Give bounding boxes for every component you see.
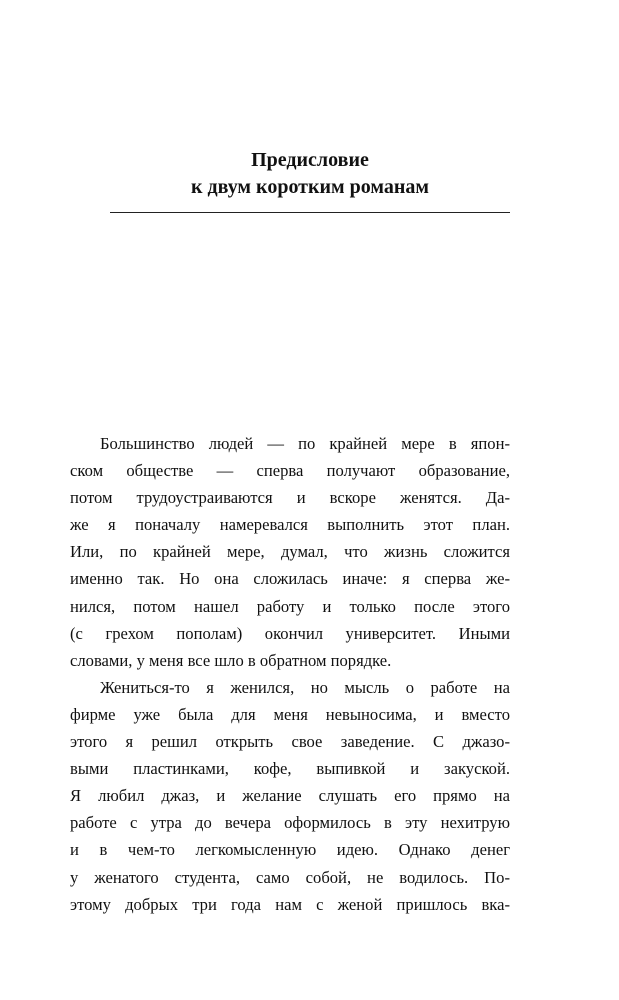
text-line: Я любил джаз, и желание слушать его прямо на	[70, 786, 510, 806]
text-line: Большинство людей — по крайней мере в япон-	[100, 434, 510, 453]
text-line: именно так. Но она сложилась иначе: я сперва же-	[70, 569, 510, 589]
text-line: потом трудоустраиваются и вскоре женятся. Да-	[70, 488, 510, 508]
text-line: словами, у меня все шло в обратном порядке.	[70, 650, 392, 670]
text-line: работе с утра до вечера оформилось в эту нехитрую	[70, 813, 510, 833]
chapter-title	[110, 147, 510, 201]
title-divider	[110, 212, 510, 213]
text-line: этого я решил открыть свое заведение. С джазо-	[70, 732, 510, 752]
text-line: Жениться-то я женился, но мысль о работе на	[100, 677, 510, 697]
text-line: (с грехом пополам) окончил университет. Иными	[70, 623, 510, 643]
paragraph-2	[70, 674, 510, 918]
text-line: фирме уже была для меня невыносима, и вместо	[70, 704, 510, 724]
text-line: выми пластинками, кофе, выпивкой и закуской.	[70, 759, 510, 779]
chapter-title-line-1: Предисловие	[251, 149, 369, 171]
text-line: же я поначалу намеревался выполнить этот план.	[70, 515, 510, 535]
chapter-title-line-2: к двум коротким романам	[190, 176, 430, 198]
paragraph-1	[70, 430, 510, 674]
text-line: у женатого студента, само собой, не водилось. По-	[70, 867, 510, 887]
text-line: ском обществе — сперва получают образование,	[70, 461, 510, 481]
text-line: и в чем-то легкомысленную идею. Однако денег	[70, 840, 510, 860]
text-line: Или, по крайней мере, думал, что жизнь сложится	[70, 542, 510, 562]
text-line: этому добрых три года нам с женой пришлось вка-	[70, 894, 510, 914]
body-text	[70, 430, 510, 918]
text-line: нился, потом нашел работу и только после этого	[70, 596, 510, 616]
